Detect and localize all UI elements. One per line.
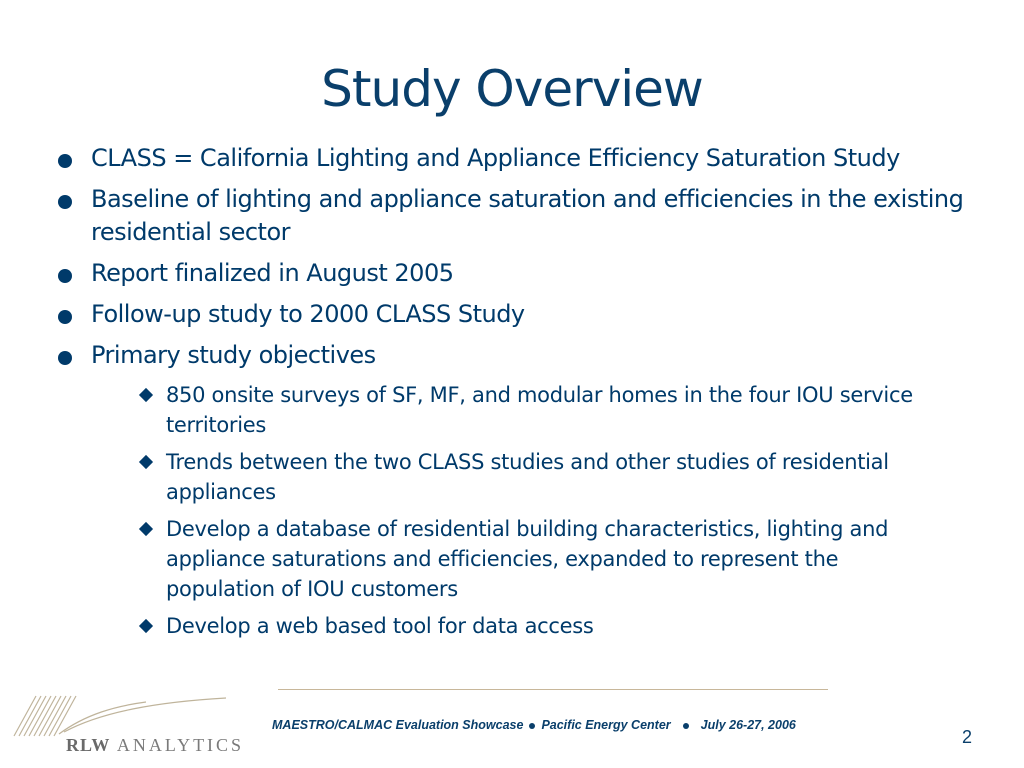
bullet-item <box>56 142 976 175</box>
bullet-dot-icon <box>58 154 72 168</box>
bullet-item <box>56 298 976 331</box>
sub-bullet-text: Trends between the two CLASS studies and other studies of residential appliances <box>166 450 889 504</box>
sub-bullet-text: Develop a database of residential building characteristics, lighting and appliance saturations and efficiencies, expanded to represent the population of IOU customers <box>166 517 889 601</box>
sub-bullet-item <box>136 514 946 604</box>
bullet-text: CLASS = California Lighting and Appliance Efficiency Saturation Study <box>91 144 900 172</box>
sub-bullet-text: Develop a web based tool for data access <box>166 614 594 638</box>
page-number: 2 <box>962 727 973 747</box>
sub-bullet-item <box>136 447 946 507</box>
bullet-item <box>56 339 976 372</box>
bullet-text: Baseline of lighting and appliance saturation and efficiencies in the existing residential sector <box>91 185 964 246</box>
bullet-item <box>56 257 976 290</box>
separator-dot-icon <box>683 723 689 729</box>
diamond-bullet-icon <box>139 455 153 469</box>
footer-divider <box>278 689 828 690</box>
diamond-bullet-icon <box>139 388 153 402</box>
bullet-text: Follow-up study to 2000 CLASS Study <box>91 300 525 328</box>
footer-text <box>272 718 872 732</box>
bullet-list <box>56 142 976 648</box>
sub-bullet-text: 850 onsite surveys of SF, MF, and modular homes in the four IOU service territories <box>166 383 913 437</box>
bullet-text: Primary study objectives <box>91 341 376 369</box>
footer-date: July 26-27, 2006 <box>700 718 796 732</box>
bullet-dot-icon <box>58 310 72 324</box>
sub-bullet-item <box>136 380 946 440</box>
separator-dot-icon <box>529 723 535 729</box>
sub-bullet-item <box>136 611 946 641</box>
bullet-dot-icon <box>58 351 72 365</box>
bullet-text: Report finalized in August 2005 <box>91 259 454 287</box>
footer-event: MAESTRO/CALMAC Evaluation Showcase <box>272 718 524 732</box>
slide-title: Study Overview <box>321 60 703 118</box>
footer-venue: Pacific Energy Center <box>541 718 671 732</box>
bullet-dot-icon <box>58 269 72 283</box>
bullet-dot-icon <box>58 195 72 209</box>
logo-wordmark: RLW ANALYTICS <box>66 735 245 755</box>
bullet-item <box>56 183 976 249</box>
diamond-bullet-icon <box>139 619 153 633</box>
diamond-bullet-icon <box>139 522 153 536</box>
